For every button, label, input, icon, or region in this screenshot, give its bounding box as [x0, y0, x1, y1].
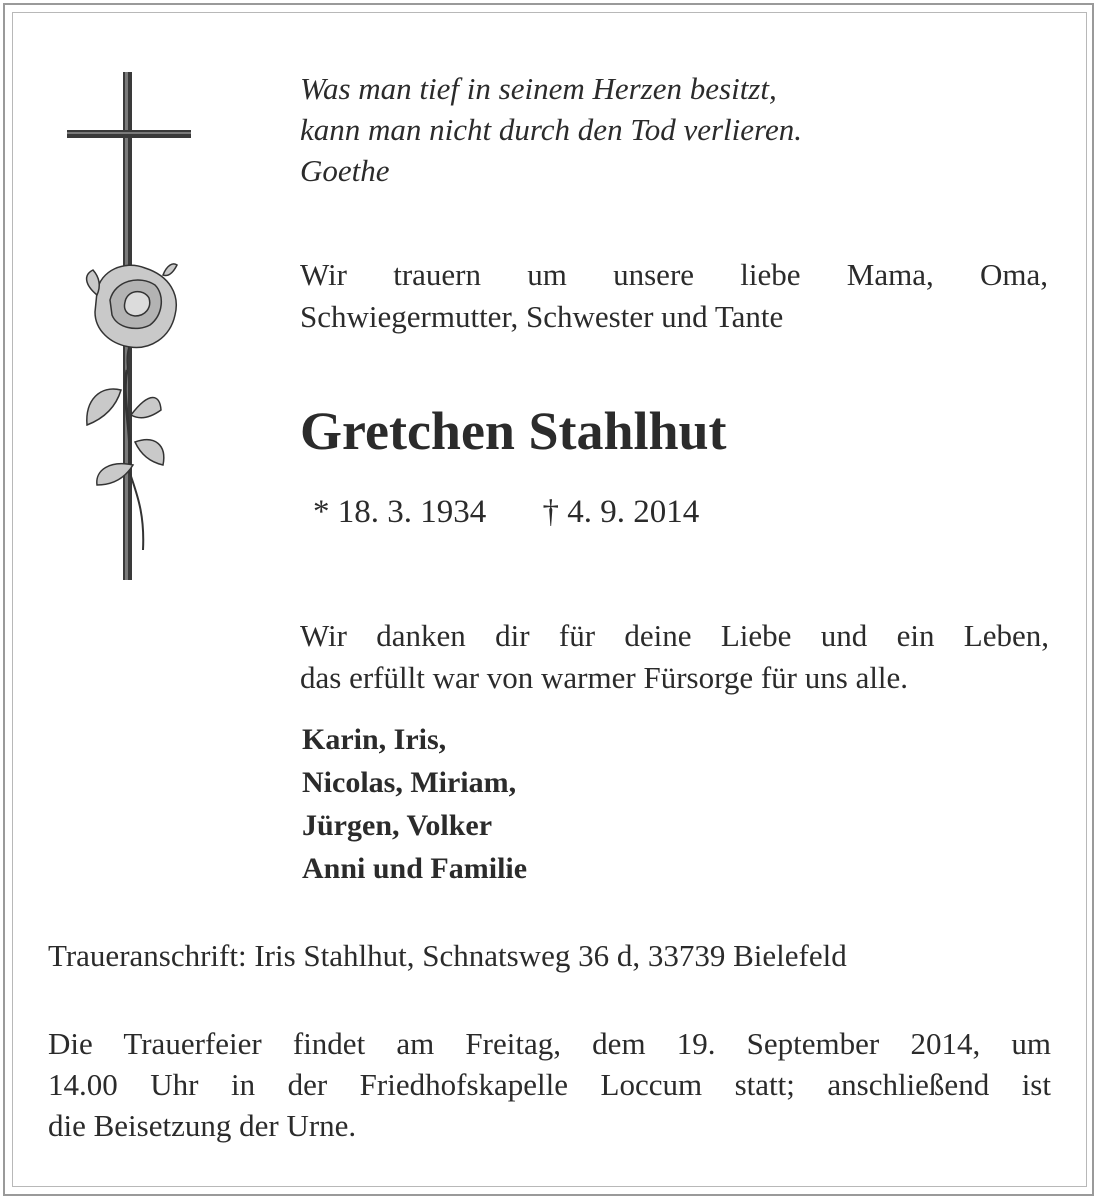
- birth-date: * 18. 3. 1934: [313, 494, 487, 530]
- thanks-text: [300, 615, 1049, 699]
- ceremony-line: Die Trauerfeier findet am Freitag, dem 19. September 2014, um: [48, 1026, 1051, 1061]
- life-dates: [313, 490, 699, 534]
- death-date: † 4. 9. 2014: [542, 494, 700, 530]
- family-signatures: [302, 718, 527, 890]
- mourning-address: Traueranschrift: Iris Stahlhut, Schnatsweg 36 d, 33739 Bielefeld: [48, 938, 847, 973]
- ceremony-line: 14.00 Uhr in der Friedhofskapelle Loccum statt; anschließend ist: [48, 1067, 1051, 1102]
- family-line: Karin, Iris,: [302, 723, 447, 756]
- family-line: Anni und Familie: [302, 852, 528, 885]
- thanks-line: Wir danken dir für deine Liebe und ein Leben,: [300, 618, 1049, 653]
- epigraph-quote: [300, 68, 1000, 191]
- ceremony-line: die Beisetzung der Urne.: [48, 1108, 357, 1143]
- thanks-line: das erfüllt war von warmer Fürsorge für uns alle.: [300, 660, 909, 695]
- cross-with-rose-icon: [55, 70, 205, 585]
- deceased-name: Gretchen Stahlhut: [300, 401, 727, 461]
- mourning-intro: [300, 254, 1048, 338]
- quote-line: kann man nicht durch den Tod verlieren.: [300, 112, 802, 147]
- intro-line: Wir trauern um unsere liebe Mama, Oma,: [300, 257, 1048, 292]
- quote-author: Goethe: [300, 153, 390, 188]
- intro-line: Schwiegermutter, Schwester und Tante: [300, 299, 784, 334]
- family-line: Jürgen, Volker: [302, 809, 493, 842]
- funeral-notice: [48, 1023, 1051, 1146]
- quote-line: Was man tief in seinem Herzen besitzt,: [300, 71, 777, 106]
- family-line: Nicolas, Miriam,: [302, 766, 517, 799]
